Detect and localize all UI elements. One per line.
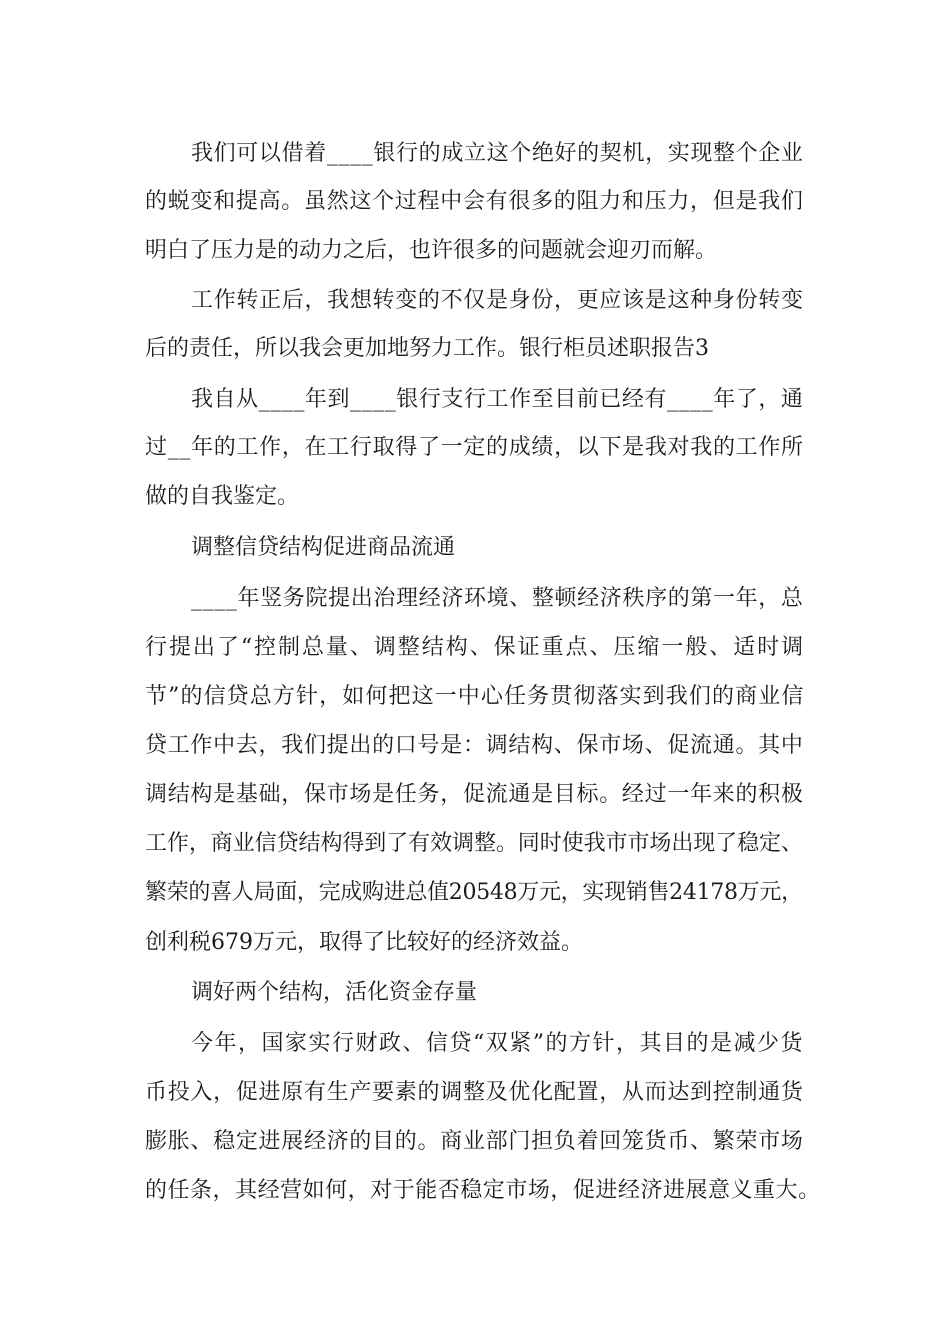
- text-line: 后的责任，所以我会更加地努力工作。银行柜员述职报告3: [145, 336, 709, 361]
- section-heading: 调好两个结构，活化资金存量: [191, 980, 478, 1005]
- text-line: 的任条，其经营如何，对于能否稳定市场，促进经济进展意义重大。: [145, 1178, 821, 1203]
- text-line: 明白了压力是的动力之后，也许很多的问题就会迎刃而解。: [145, 238, 718, 263]
- text-line: ____年竖务院提出治理经济环境、整顿经济秩序的第一年，总: [191, 586, 804, 611]
- text-line: 过__年的工作，在工行取得了一定的成绩，以下是我对我的工作所: [145, 435, 804, 460]
- text-line: 创利税679万元，取得了比较好的经济效益。: [145, 930, 583, 955]
- text-line: 工作，商业信贷结构得到了有效调整。同时使我市市场出现了稳定、: [145, 831, 803, 856]
- text-line: 工作转正后，我想转变的不仅是身份，更应该是这种身份转变: [191, 288, 804, 313]
- text-line: 调结构是基础，保市场是任务，促流通是目标。经过一年来的积极: [145, 782, 804, 807]
- text-line: 币投入，促进原有生产要素的调整及优化配置，从而达到控制通货: [145, 1080, 804, 1105]
- text-line: 做的自我鉴定。: [145, 484, 300, 509]
- text-line: 今年，国家实行财政、信贷“双紧”的方针，其目的是减少货: [191, 1031, 804, 1056]
- text-line: 节”的信贷总方针，如何把这一中心任务贯彻落实到我们的商业信: [145, 684, 805, 709]
- text-line: 的蜕变和提高。虽然这个过程中会有很多的阻力和压力，但是我们: [145, 189, 804, 214]
- text-line: 我们可以借着____银行的成立这个绝好的契机，实现整个企业: [191, 141, 804, 166]
- text-line: 膨胀、稳定进展经济的目的。商业部门担负着回笼货币、繁荣市场: [145, 1129, 804, 1154]
- text-line: 贷工作中去，我们提出的口号是：调结构、保市场、促流通。其中: [145, 733, 804, 758]
- text-line: 我自从____年到____银行支行工作至目前已经有____年了，通: [191, 387, 804, 412]
- section-heading: 调整信贷结构促进商品流通: [191, 535, 456, 560]
- text-line: 行提出了“控制总量、调整结构、保证重点、压缩一般、适时调: [145, 635, 806, 660]
- text-line: 繁荣的喜人局面，完成购进总值20548万元，实现销售24178万元，: [145, 880, 803, 905]
